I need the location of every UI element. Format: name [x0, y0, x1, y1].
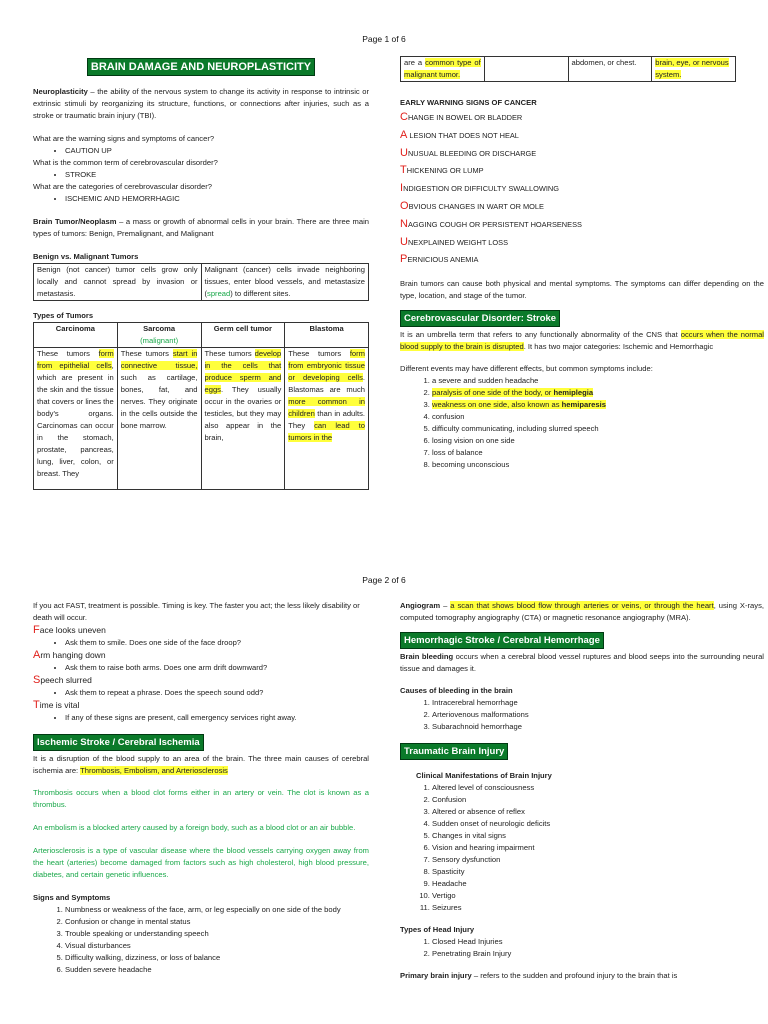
caution-item: CHANGE IN BOWEL OR BLADDER	[400, 111, 523, 123]
signs-symptoms-list: 1. Numbness or weakness of the face, arm, or leg especially on one side of the body 2. Confusion or change in mental status 3. Trouble speaking or understanding speech 4. Visual disturbances 5. Difficulty walking, dizziness, or loss of balance 6. Sudden severe headache	[33, 904, 369, 976]
brain-tumor-paragraph: Brain Tumor/Neoplasm – a mass or growth of abnormal cells in your brain. There are three main types of tumors: Benign, Premalignant, and Malignant	[33, 217, 369, 238]
malignant-cell: Malignant (cancer) cells invade neighboring tissues, enter blood vessels, and metastasize (spread) to different sites.	[201, 264, 369, 301]
types-head-injury-heading: Types of Head Injury	[400, 925, 475, 934]
carcinoma-cell: These tumors form from epithelial cells, which are present in the skin and the tissue that covers or lines the body's organs. Carcinomas can occur in the stomach, prostate, pancreas, lung, liver, colon, or breast. They	[34, 348, 118, 490]
clinical-manifestations-heading: Clinical Manifestations of Brain Injury	[416, 771, 552, 780]
sarcoma-cell-continued	[484, 57, 568, 82]
fast-list: Face looks uneven • Ask them to smile. Does one side of the face droop? Arm hanging down • Ask them to raise both arms. Does one arm drift downward? Speech slurred • Ask them to repeat a phrase. Does the speech sound odd? Time is vital • If any of these signs are present, call emergency services right away.	[33, 624, 369, 724]
tumor-types-table	[33, 322, 369, 490]
page1-left-column	[33, 58, 369, 490]
caution-item: NAGGING COUGH OR PERSISTENT HOARSENESS	[400, 217, 582, 230]
hemorrhagic-stroke-title: Hemorrhagic Stroke / Cerebral Hemorrhage	[400, 632, 604, 649]
sarcoma-cell: These tumors start in connective tissue, such as cartilage, bones, fat, and nerves. They originate in the cells outside the bone marrow.	[117, 348, 201, 490]
fast-item: Face looks uneven	[33, 624, 106, 636]
stroke-definition: It is an umbrella term that refers to any functionally abnormality of the CNS that occurs when the normal blood supply to the brain is disrupted. It has two major categories: Ischemic and Hemorrhagic	[400, 330, 764, 352]
qa-item: What are the categories of cerebrovascular disorder? • ISCHEMIC AND HEMORRHAGIC	[33, 181, 369, 205]
blastoma-cell-continued: brain, eye, or nervous system.	[652, 57, 736, 82]
germ-cell-cell-continued: abdomen, or chest.	[568, 57, 652, 82]
sarcoma-header: Sarcoma (malignant)	[117, 323, 201, 348]
ischemic-stroke-title: Ischemic Stroke / Cerebral Ischemia	[33, 734, 204, 751]
signs-symptoms-heading: Signs and Symptoms	[33, 893, 111, 902]
types-of-tumors-heading: Types of Tumors	[33, 311, 94, 320]
stroke-section-title: Cerebrovascular Disorder: Stroke	[400, 310, 560, 327]
caution-item: PERNICIOUS ANEMIA	[400, 253, 479, 266]
caution-item: A LESION THAT DOES NOT HEAL	[400, 128, 519, 141]
types-head-injury-list: 1. Closed Head Injuries 2. Penetrating Brain Injury	[400, 936, 764, 960]
ischemic-definition: It is a disruption of the blood supply to an area of the brain. The three main causes of cerebral ischemia are: Thrombosis, Embolism, and Arteriosclerosis	[33, 754, 369, 775]
stroke-symptoms-list: 1. a severe and sudden headache 2. paralysis of one side of the body, or hemiplegia 3. weakness on one side, also known as hemiparesis 4. confusion 5. difficulty communicating, including slurred speech 6. losing vision on one side 7. loss of balance 8. becoming unconscious	[400, 375, 764, 471]
arteriosclerosis-paragraph: Arteriosclerosis is a type of vascular disease where the blood vessels carrying oxygen away from the heart (arteries) become damaged from factors such as high cholesterol, high blood pressure, diabetes, and certain genetic influences.	[33, 846, 369, 879]
page2-right-column	[400, 600, 764, 982]
caution-item: UNUSUAL BLEEDING OR DISCHARGE	[400, 146, 537, 159]
germ-cell-header: Germ cell tumor	[201, 323, 285, 348]
causes-heading: Causes of bleeding in the brain	[400, 686, 513, 695]
clinical-manifestations-list: 1. Altered level of consciousness 2. Confusion 3. Altered or absence of reflex 4. Sudden onset of neurologic deficits 5. Changes in vital signs 6. Vision and hearing impairment 7. Sensory dysfunction 8. Spasticity 9. Headache 10. Vertigo 11. Seizures	[400, 782, 764, 914]
page2-left-column	[33, 600, 369, 976]
fast-item: Arm hanging down	[33, 649, 106, 661]
tbi-title: Traumatic Brain Injury	[400, 743, 508, 760]
fast-item: Speech slurred	[33, 674, 92, 686]
blastoma-cell: These tumors form from embryonic tissue or developing cells. Blastomas are much more common in children than in adults. They can lead to tumors in the	[285, 348, 369, 490]
thrombosis-paragraph: Thrombosis occurs when a blood clot forms either in an artery or vein. The clot is known as a thrombus.	[33, 788, 369, 809]
page1-right-column	[400, 56, 764, 471]
primary-brain-injury-paragraph: Primary brain injury – refers to the sudden and profound injury to the brain that is	[400, 971, 678, 980]
caution-item: OBVIOUS CHANGES IN WART OR MOLE	[400, 199, 544, 212]
stroke-symptoms-intro: Different events may have different effects, but common symptoms include:	[400, 364, 653, 374]
causes-list: 1. Intracerebral hemorrhage 2. Arteriovenous malformations 3. Subarachnoid hemorrhage	[400, 697, 764, 733]
benign-cell: Benign (not cancer) tumor cells grow only locally and cannot spread by invasion or metastasis.	[34, 264, 202, 301]
angiogram-paragraph: Angiogram – a scan that shows blood flow through arteries or veins, or through the heart, using X-rays, computed tomography angiography (CTA) or magnetic resonance angiography (MRA).	[400, 601, 764, 622]
carcinoma-header: Carcinoma	[34, 323, 118, 348]
page-number: Page 2 of 6	[362, 575, 406, 585]
embolism-paragraph: An embolism is a blocked artery caused by a foreign body, such as a blood clot or an air bubble.	[33, 823, 356, 832]
blastoma-header: Blastoma	[285, 323, 369, 348]
benign-malignant-table	[33, 263, 369, 301]
carcinoma-cell-continued: are a common type of malignant tumor.	[401, 57, 485, 82]
caution-item: INDIGESTION OR DIFFICULTY SWALLOWING	[400, 182, 559, 195]
early-warning-heading: EARLY WARNING SIGNS OF CANCER	[400, 98, 537, 107]
caution-item: UNEXPLAINED WEIGHT LOSS	[400, 235, 509, 248]
neuroplasticity-paragraph: Neuroplasticity – the ability of the nervous system to change its activity in response to intrinsic or extrinsic stimuli by reorganizing its structure, functions, or connections after injuries, such as a stroke or traumatic brain injury (TBI).	[33, 87, 369, 120]
fast-intro: If you act FAST, treatment is possible. Timing is key. The faster you act; the less likely disability or death will occur.	[33, 601, 360, 622]
brain-bleeding-paragraph: Brain bleeding occurs when a cerebral blood vessel ruptures and blood seeps into the surrounding neural tissue and damages it.	[400, 652, 764, 673]
caution-list	[400, 109, 764, 269]
benign-vs-malignant-heading: Benign vs. Malignant Tumors	[33, 252, 139, 261]
page-number: Page 1 of 6	[362, 34, 406, 44]
brain-tumor-symptoms: Brain tumors can cause both physical and mental symptoms. The symptoms can differ depending on the type, location, and stage of the tumor.	[400, 279, 764, 301]
germ-cell-cell: These tumors develop in the cells that produce sperm and eggs. They usually occur in the ovaries or testicles, but they may also appear in the brain,	[201, 348, 285, 490]
qa-item: What is the common term of cerebrovascular disorder? • STROKE	[33, 157, 369, 181]
caution-item: THICKENING OR LUMP	[400, 164, 484, 177]
fast-item: Time is vital	[33, 699, 80, 711]
tumor-types-table-continued	[400, 56, 736, 82]
document-title: BRAIN DAMAGE AND NEUROPLASTICITY	[87, 58, 315, 76]
qa-item: What are the warning signs and symptoms of cancer? • CAUTION UP	[33, 133, 369, 157]
